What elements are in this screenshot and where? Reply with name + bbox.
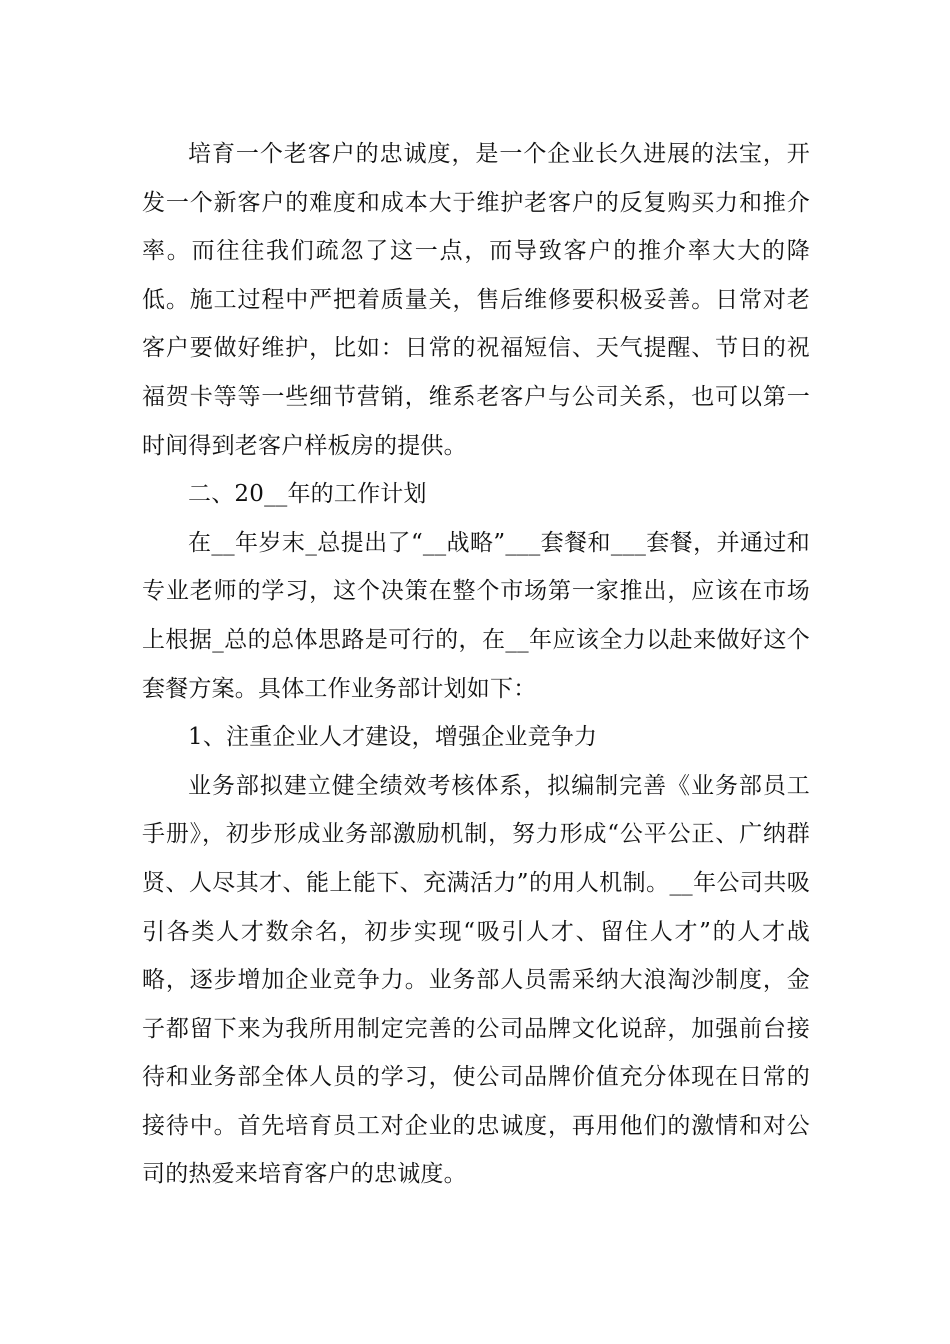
paragraph-performance-system: 业务部拟建立健全绩效考核体系，拟编制完善《业务部员工手册》，初步形成业务部激励机制，努力形成“公平公正、广纳群贤、人尽其才、能上能下、充满活力”的用人机制。__年公司共吸引各类人才数余名，初步实现“吸引人才、留住人才”的人才战略，逐步增加企业竞争力。业务部人员需采纳大浪淘沙制度，金子都留下来为我所用制定完善的公司品牌文化说辞，加强前台接待和业务部全体人员的学习，使公司品牌价值充分体现在日常的接待中。首先培育员工对企业的忠诚度，再用他们的激情和对公司的热爱来培育客户的忠诚度。	[142, 772, 810, 1188]
document-body	[142, 130, 810, 1199]
subheading-talent-building: 1、注重企业人才建设，增强企业竞争力	[188, 724, 598, 751]
paragraph-customer-loyalty: 培育一个老客户的忠诚度，是一个企业长久进展的法宝，开发一个新客户的难度和成本大于维护老客户的反复购买力和推介率。而往往我们疏忽了这一点，而导致客户的推介率大大的降低。施工过程中严把着质量关，售后维修要积极妥善。日常对老客户要做好维护，比如：日常的祝福短信、天气提醒、节日的祝福贺卡等等一些细节营销，维系老客户与公司关系，也可以第一时间得到老客户样板房的提供。	[142, 141, 810, 459]
paragraph-strategy-package: 在__年岁末_总提出了“__战略”___套餐和___套餐，并通过和专业老师的学习，这个决策在整个市场第一家推出，应该在市场上根据_总的总体思路是可行的，在__年应该全力以赴来做好这个套餐方案。具体工作业务部计划如下：	[142, 529, 810, 702]
section-heading-work-plan: 二、20__年的工作计划	[188, 481, 427, 508]
